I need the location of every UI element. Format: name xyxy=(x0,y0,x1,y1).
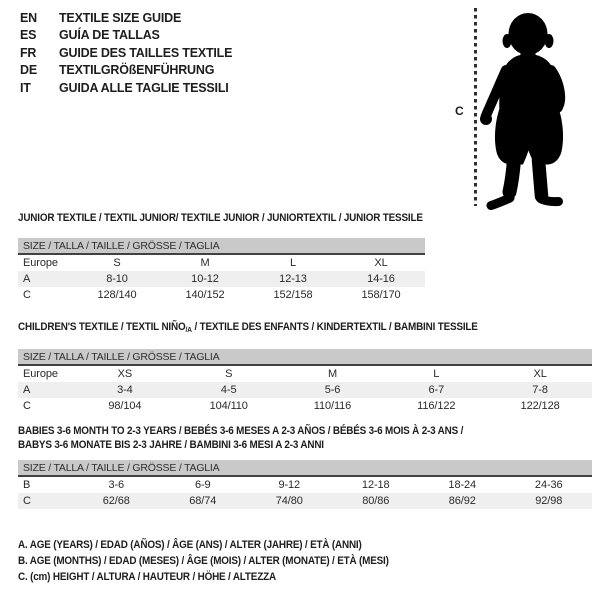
language-guide-title: TEXTILE SIZE GUIDE xyxy=(59,10,182,25)
measure-legend xyxy=(18,537,430,585)
cell-value: 7-8 xyxy=(532,384,548,396)
section-babies xyxy=(18,424,592,509)
section-title-line: CHILDREN'S TEXTILE / TEXTIL $NIÑO_{/A}$ / TEXTILE DES ENFANTS / KINDERTEXTIL / BAMBINI TESSILE xyxy=(18,321,478,334)
cell-value: 140/152 xyxy=(185,289,225,301)
table-row xyxy=(18,255,425,271)
language-guide-title: GUÍA DE TALLAS xyxy=(59,28,160,43)
language-code: ES xyxy=(20,28,37,43)
section-title-line: JUNIOR TEXTILE / TEXTIL JUNIOR/ TEXTILE JUNIOR / JUNIORTEXTIL / JUNIOR TESSILE xyxy=(18,212,423,224)
cell-value: 6-9 xyxy=(194,479,211,491)
row-label: C xyxy=(23,400,31,412)
table-row xyxy=(18,287,425,303)
language-guide-title: GUIDA ALLE TAGLIE TESSILI xyxy=(59,80,229,95)
cell-value: 158/170 xyxy=(361,289,401,301)
cell-value: 104/110 xyxy=(209,400,248,412)
section-title-line: BABYS 3-6 MONATE BIS 2-3 JAHRE / BAMBINI 3-6 MESI A 2-3 ANNI xyxy=(18,439,324,451)
cell-value: 80/86 xyxy=(362,495,390,507)
cell-value: 12-13 xyxy=(279,273,307,285)
cell-value: 14-16 xyxy=(367,273,395,285)
cell-value: 74/80 xyxy=(275,495,303,507)
cell-value: 3-6 xyxy=(108,479,125,491)
table-row xyxy=(18,477,592,493)
cell-value: 110/116 xyxy=(313,400,352,412)
cell-value: 128/140 xyxy=(97,289,137,301)
table-row xyxy=(18,493,592,509)
size-table xyxy=(18,349,592,414)
language-code: IT xyxy=(20,80,31,95)
cell-value: 122/128 xyxy=(520,400,560,412)
cell-value: 3-4 xyxy=(117,384,133,396)
language-list xyxy=(20,9,232,97)
cell-value: M xyxy=(200,257,210,269)
row-label: A xyxy=(23,273,31,285)
cell-value: 92/98 xyxy=(535,495,563,507)
table-row xyxy=(18,398,592,414)
section-title-line: BABIES 3-6 MONTH TO 2-3 YEARS / BEBÉS 3-6 MESES A 2-3 AÑOS / BÉBÉS 3-6 MOIS À 2-3 ANS / xyxy=(18,425,464,437)
cell-value: 116/122 xyxy=(417,400,456,412)
cell-value: 62/68 xyxy=(102,495,130,507)
cell-value: XL xyxy=(533,368,547,380)
language-guide-title: GUIDE DES TAILLES TEXTILE xyxy=(59,45,233,60)
legend-line: B. AGE (MONTHS) / EDAD (MESES) / ÂGE (MOIS) / ALTER (MONATE) / ETÀ (MESI) xyxy=(18,555,389,567)
cell-value: 12-18 xyxy=(361,479,390,491)
language-row xyxy=(20,9,232,27)
cell-value: L xyxy=(433,368,440,380)
size-table-header: SIZE / TALLA / TAILLE / GRÖSSE / TAGLIA xyxy=(18,460,592,477)
language-code: FR xyxy=(20,45,37,60)
language-code: EN xyxy=(20,10,37,25)
cell-value: 10-12 xyxy=(191,273,219,285)
cell-value: 68/74 xyxy=(189,495,217,507)
section-junior xyxy=(18,211,468,303)
size-table-header: SIZE / TALLA / TAILLE / GRÖSSE / TAGLIA xyxy=(18,238,425,255)
cell-value: 4-5 xyxy=(220,384,237,396)
cell-value: 24-36 xyxy=(534,479,563,491)
table-row xyxy=(18,271,425,287)
table-row xyxy=(18,382,592,398)
language-row xyxy=(20,62,232,80)
size-table-header: SIZE / TALLA / TAILLE / GRÖSSE / TAGLIA xyxy=(18,349,592,366)
cell-value: 98/104 xyxy=(108,400,142,412)
figure-area xyxy=(440,0,600,212)
section-title xyxy=(18,211,423,225)
cell-value: XS xyxy=(117,368,133,380)
cell-value: L xyxy=(289,257,297,269)
cell-value: S xyxy=(225,368,233,380)
size-table xyxy=(18,460,592,509)
language-row xyxy=(20,79,232,97)
toddler-silhouette-icon xyxy=(480,4,600,210)
section-children xyxy=(18,320,592,414)
language-guide-title: TEXTILGRÖßENFÜHRUNG xyxy=(59,63,215,78)
row-label: B xyxy=(23,479,31,491)
row-label: C xyxy=(23,495,31,507)
cell-value: M xyxy=(327,368,338,380)
legend-line: A. AGE (YEARS) / EDAD (AÑOS) / ÂGE (ANS) / ALTER (JAHRE) / ETÀ (ANNI) xyxy=(18,539,362,551)
row-label: A xyxy=(23,384,31,396)
cell-value: 9-12 xyxy=(278,479,301,491)
row-label: Europe xyxy=(23,257,58,269)
cell-value: 18-24 xyxy=(448,479,477,491)
height-measure-dashed-line xyxy=(474,8,477,206)
cell-value: 86/92 xyxy=(448,495,476,507)
cell-value: XL xyxy=(374,257,388,269)
height-measure-label: C xyxy=(455,104,464,118)
cell-value: 6-7 xyxy=(428,384,445,396)
row-label: Europe xyxy=(23,368,58,380)
language-row xyxy=(20,27,232,45)
cell-value: S xyxy=(113,257,121,269)
legend-line: C. (cm) HEIGHT / ALTURA / HAUTEUR / HÖHE / ALTEZZA xyxy=(18,571,276,583)
cell-value: 5-6 xyxy=(324,384,341,396)
language-row xyxy=(20,44,232,62)
section-title xyxy=(18,320,535,337)
cell-value: 152/158 xyxy=(273,289,313,301)
table-row xyxy=(18,366,592,382)
language-code: DE xyxy=(20,63,37,78)
size-table xyxy=(18,238,425,303)
row-label: C xyxy=(23,289,31,301)
section-title xyxy=(18,424,535,452)
cell-value: 8-10 xyxy=(106,273,128,285)
